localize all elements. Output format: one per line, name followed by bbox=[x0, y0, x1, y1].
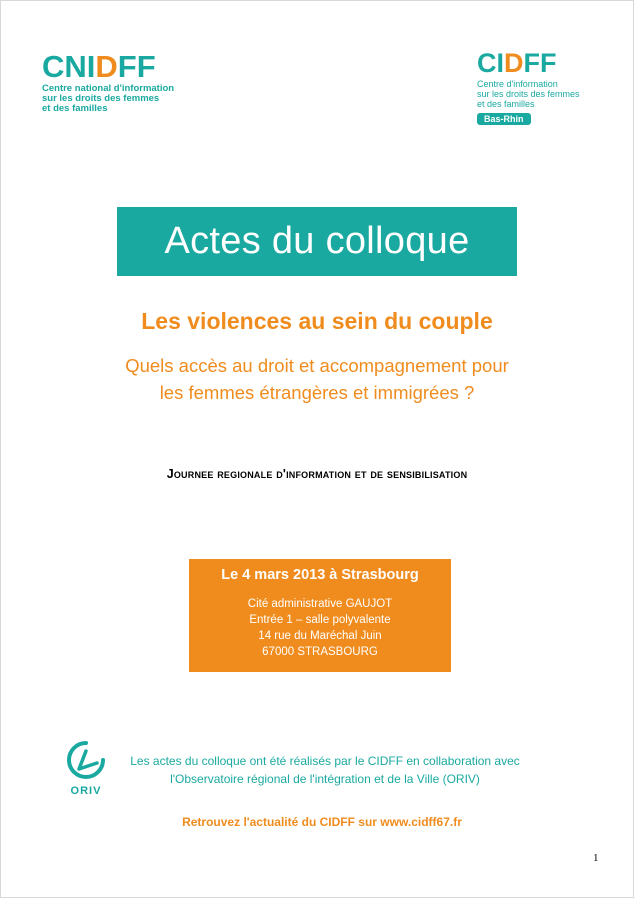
website-line: Retrouvez l'actualité du CIDFF sur www.cidff67.fr bbox=[182, 815, 462, 829]
page-title: Actes du colloque bbox=[164, 220, 470, 262]
address-line: 67000 STRASBOURG bbox=[262, 646, 378, 658]
title-band bbox=[117, 207, 517, 276]
cnidff-logo-subtitle bbox=[42, 84, 202, 114]
logo-right-subtitle-line: et des familles bbox=[477, 99, 535, 109]
logo-right-subtitle-line: Centre d'information bbox=[477, 79, 558, 89]
cnidff-logo-mark bbox=[42, 49, 202, 84]
address-line: 14 rue du Maréchal Juin bbox=[258, 630, 382, 642]
logo-left-subtitle-line: Centre national d'information bbox=[42, 83, 175, 94]
journee-label: Journee regionale d'information et de sensibilisation bbox=[166, 467, 468, 481]
event-date-place: Le 4 mars 2013 à Strasbourg bbox=[221, 567, 419, 583]
oriv-logo bbox=[64, 739, 108, 801]
page-number: 1 bbox=[593, 852, 599, 864]
credits-line: l'Observatoire régional de l'intégration et de la Ville (ORIV) bbox=[170, 772, 480, 786]
logo-right-name-part2: FF bbox=[523, 48, 557, 78]
cnidff-logo bbox=[42, 49, 202, 114]
region-badge: Bas-Rhin bbox=[477, 113, 531, 125]
address-line: Cité administrative GAUJOT bbox=[247, 598, 393, 610]
cidff-logo-subtitle bbox=[477, 79, 607, 109]
oriv-swirl-icon bbox=[64, 739, 108, 785]
subheadline-line: Quels accès au droit et accompagnement pour bbox=[125, 355, 509, 376]
oriv-label: ORIV bbox=[70, 785, 102, 797]
subheadline-line: les femmes étrangères et immigrées ? bbox=[159, 382, 475, 403]
cidff-logo-mark bbox=[477, 49, 607, 77]
logo-left-name-part2: FF bbox=[117, 49, 156, 84]
credits-text bbox=[105, 752, 545, 788]
event-info-box bbox=[189, 559, 451, 672]
credits-line: Les actes du colloque ont été réalisés par le CIDFF en collaboration avec bbox=[130, 754, 520, 768]
logo-right-subtitle-line: sur les droits des femmes bbox=[477, 89, 580, 99]
event-address bbox=[189, 596, 451, 660]
logo-left-name-accent: D bbox=[95, 49, 118, 84]
logo-left-name-part1: CNI bbox=[42, 49, 96, 84]
logo-left-subtitle-line: sur les droits des femmes bbox=[42, 93, 160, 104]
headline: Les violences au sein du couple bbox=[141, 308, 493, 334]
logo-left-subtitle-line: et des familles bbox=[42, 103, 108, 114]
logo-right-name-accent: D bbox=[504, 48, 524, 78]
logo-right-name-part1: CI bbox=[477, 48, 504, 78]
subheadline bbox=[0, 352, 634, 406]
address-line: Entrée 1 – salle polyvalente bbox=[249, 614, 391, 626]
cidff-bas-rhin-logo bbox=[477, 49, 607, 127]
